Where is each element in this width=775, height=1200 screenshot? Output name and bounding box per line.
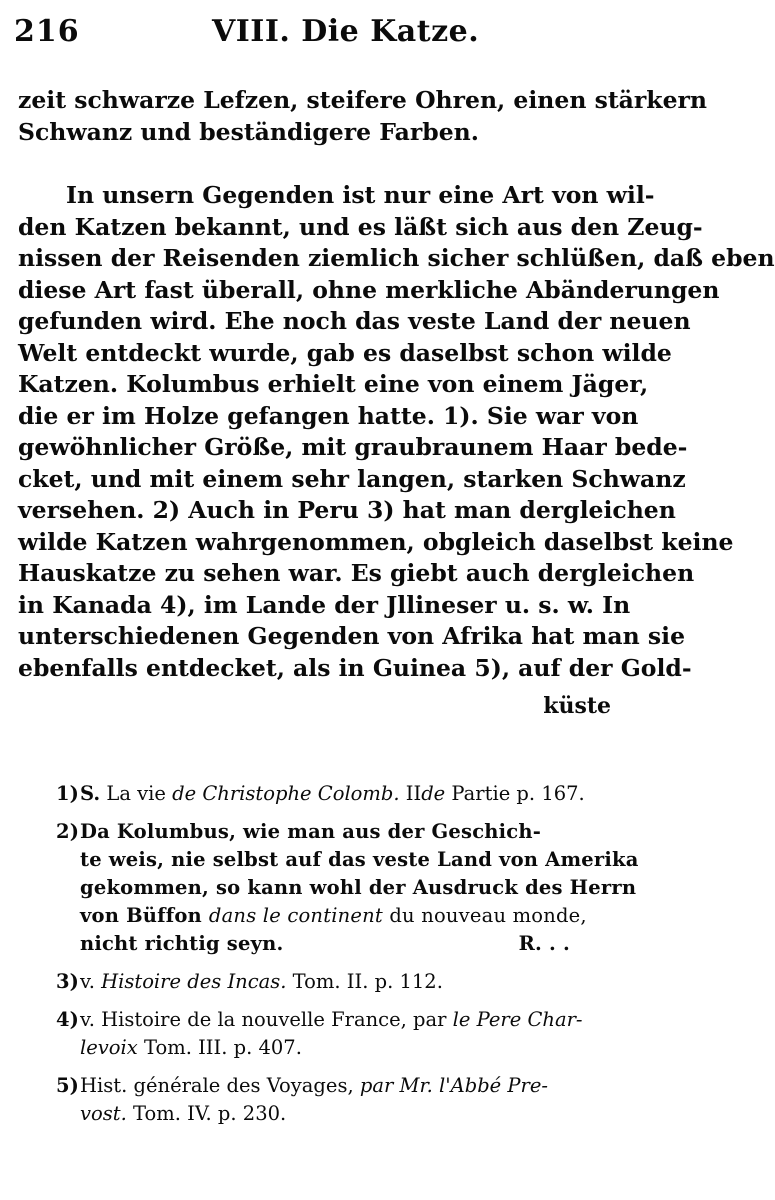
footnote-text: Tom. II. p. 112. [286,970,443,993]
text-line: gewöhnlicher Größe, mit graubraunem Haar bede- [18,433,688,461]
running-title: VIII. Die Katze. [212,14,480,49]
text-line: in Kanada 4), im Lande der Jllineser u. s. w. In [18,590,631,619]
footnote-text: S. [80,782,101,805]
footnote-2 [56,818,639,958]
text-line: den Katzen bekannt, und es läßt sich aus den Zeug- [18,212,703,241]
paragraph-main [18,180,775,684]
footnote-text: du nouveau monde, [382,904,587,927]
text-line: zeit schwarze Lefzen, steifere Ohren, einen stärkern [18,86,707,114]
footnote-text-italic: dans le continent [208,904,383,927]
footnote-text: te weis, nie selbst auf das veste Land von Amerika [80,848,639,871]
text-line: Katzen. Kolumbus erhielt eine von einem Jäger, [18,370,649,398]
footnote-text: gekommen, so kann wohl der Ausdruck des Herrn [80,876,637,899]
footnote-text: v. [80,970,102,993]
text-line: unterschiedenen Gegenden von Afrika hat man sie [18,622,686,650]
footnote-text-italic: Histoire des Incas. [101,970,287,993]
footnote-text: von Büffon [80,904,209,927]
footnote-1 [56,780,614,808]
footnote-text: Da Kolumbus, wie man aus der Geschich- [80,820,541,843]
text-line: Hauskatze zu sehen war. Es giebt auch dergleichen [18,559,695,587]
page-header [14,14,609,54]
footnote-signature: R. . . [518,932,570,955]
footnote-text: La vie [100,782,173,805]
text-line: ebenfalls entdecket, als in Guinea 5), auf der Gold- [18,653,692,682]
footnote-text: Hist. générale des Voyages, [80,1074,360,1097]
footnote-text: Partie p. 167. [445,782,585,805]
text-line: gefunden wird. Ehe noch das veste Land der neuen [18,307,691,335]
text-line: nissen der Reisenden ziemlich sicher schlüßen, daß eben [18,244,775,272]
footnote-text: Tom. IV. p. 230. [126,1102,287,1125]
footnote-text-italic: levoix [80,1036,138,1059]
page-number: 216 [14,14,80,49]
text-line: Welt entdeckt wurde, gab es daselbst schon wilde [18,338,672,367]
text-line: Schwanz und beständigere Farben. [18,117,479,146]
footnote-text-italic: de [421,782,446,805]
text-line: wilde Katzen wahrgenommen, obgleich daselbst keine [18,527,734,556]
text-line: die er im Holze gefangen hatte. 1). Sie war von [18,401,639,430]
footnote-number: 4) [56,1008,79,1031]
footnote-text-italic: le Pere Char- [452,1008,583,1031]
footnotes [56,780,639,1138]
text-line: In unsern Gegenden ist nur eine Art von wil- [66,181,655,209]
footnote-number: 3) [56,970,79,993]
footnote-text-italic: vost. [80,1102,127,1125]
footnote-3 [56,968,614,996]
footnote-number: 5) [56,1074,79,1097]
catchword: küste [543,693,611,719]
text-line: versehen. 2) Auch in Peru 3) hat man dergleichen [18,496,676,524]
text-line: cket, und mit einem sehr langen, starken Schwanz [18,464,686,493]
footnote-text-italic: de Christophe Colomb. [172,782,400,805]
footnote-text: Tom. III. p. 407. [137,1036,302,1059]
footnote-text-italic: par Mr. l'Abbé Pre- [359,1074,548,1097]
footnote-4 [56,1006,614,1062]
footnote-number: 2) [56,820,80,843]
footnote-text: nicht richtig seyn. [80,932,284,955]
footnote-text: II [399,782,422,805]
paragraph-continued [18,85,707,148]
text-line: diese Art fast überall, ohne merkliche Abänderungen [18,275,720,304]
footnote-5 [56,1072,614,1128]
footnote-text: v. Histoire de la nouvelle France, par [80,1008,453,1031]
footnote-number: 1) [56,782,79,805]
